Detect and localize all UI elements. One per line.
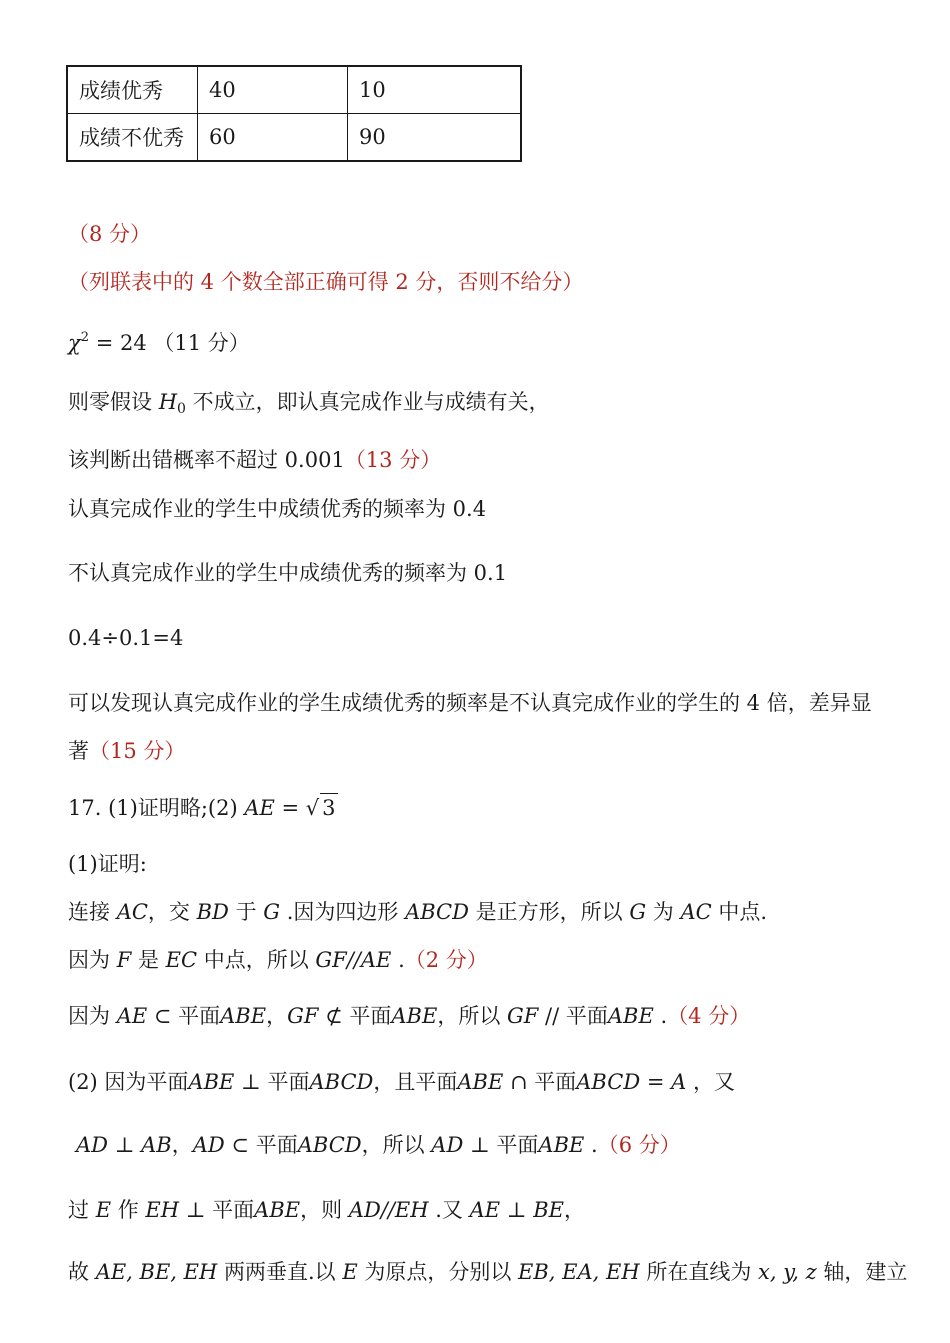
math-symbol: x, y, z — [758, 1260, 817, 1284]
math-symbol: AD — [192, 1133, 225, 1157]
math-symbol: EH — [145, 1198, 180, 1222]
text-segment: ⊂ 平面 — [224, 1133, 298, 1157]
math-symbol: AE — [469, 1198, 501, 1222]
math-symbol: ABCD — [309, 1070, 374, 1094]
chi-symbol: χ — [68, 331, 81, 355]
text-segment: 所在直线为 — [639, 1260, 758, 1284]
text-segment: 两两垂直.以 — [217, 1260, 343, 1284]
text-segment: ⊂ 平面 — [147, 1004, 221, 1028]
math-symbol: ABE — [607, 1004, 654, 1028]
math-symbol: ABE — [538, 1133, 585, 1157]
problem-17-header — [68, 793, 338, 822]
exponent: 2 — [80, 330, 90, 345]
math-symbol: ABE — [220, 1004, 267, 1028]
proof-line-1 — [68, 898, 767, 926]
ratio-line: 0.4÷0.1=4 — [68, 626, 184, 650]
text-segment: ，所以 — [437, 1004, 508, 1028]
math-symbol: ABCD — [405, 900, 469, 924]
text-segment: ，又 — [686, 1070, 735, 1094]
proof-line-3 — [68, 1002, 750, 1030]
score-label: （15 分） — [89, 739, 186, 763]
table-cell: 成绩优秀 — [67, 66, 198, 114]
conclusion-end-line — [68, 737, 185, 765]
text-segment: 著 — [68, 739, 89, 763]
chi-square-line — [68, 324, 250, 357]
contingency-table — [66, 65, 522, 162]
chi-value: = 24 — [89, 331, 147, 355]
text-segment: 是 — [131, 948, 166, 972]
proof-line-6 — [68, 1196, 585, 1224]
math-symbol: H — [158, 390, 178, 414]
proof-line-4 — [68, 1068, 735, 1096]
conclusion-line: 可以发现认真完成作业的学生成绩优秀的频率是不认真完成作业的学生的 4 倍，差异显 — [68, 691, 872, 715]
math-symbol: BD — [196, 900, 229, 924]
text-segment: (2) 因为平面 — [68, 1070, 189, 1094]
math-symbol: E — [95, 1198, 112, 1222]
math-symbol: EC — [165, 948, 198, 972]
text-segment: ⊥ 平面 — [179, 1198, 255, 1222]
math-symbol: AD — [431, 1133, 464, 1157]
text-segment: ， — [563, 1198, 585, 1222]
table-cell: 90 — [348, 114, 522, 162]
math-symbol: A — [671, 1070, 687, 1094]
score-note: （8 分） — [68, 222, 152, 246]
math-symbol: AE — [244, 796, 275, 820]
math-symbol: AC — [680, 900, 712, 924]
text-segment: ∩ 平面 — [503, 1070, 577, 1094]
math-symbol: GF//AE — [315, 948, 392, 972]
math-symbol: G — [263, 900, 281, 924]
table-row — [67, 66, 521, 114]
error-prob-line — [68, 446, 441, 474]
text-segment: 17. (1)证明略;(2) — [68, 796, 245, 820]
table-cell: 成绩不优秀 — [67, 114, 198, 162]
text-segment: . — [653, 1004, 668, 1028]
text-segment: ，交 — [147, 900, 197, 924]
math-symbol: ABE — [188, 1070, 235, 1094]
sqrt-radicand: 3 — [320, 793, 337, 822]
text-segment: 作 — [111, 1198, 146, 1222]
text-segment: ⊥ 平面 — [463, 1133, 539, 1157]
math-symbol: BE — [533, 1198, 564, 1222]
table-row — [67, 114, 521, 162]
score-label: （11 分） — [153, 331, 250, 355]
table-cell: 40 — [198, 66, 348, 114]
math-symbol: ABCD — [576, 1070, 641, 1094]
text-segment: ，则 — [300, 1198, 349, 1222]
text-segment: 因为 — [68, 1004, 117, 1028]
freq-line-2: 不认真完成作业的学生中成绩优秀的频率为 0.1 — [68, 561, 508, 585]
text-segment: 因为 — [68, 948, 117, 972]
text-segment: .因为四边形 — [280, 900, 406, 924]
freq-line-1: 认真完成作业的学生中成绩优秀的频率为 0.4 — [68, 497, 487, 521]
math-symbol: AE, BE, EH — [95, 1260, 218, 1284]
math-symbol: ABE — [457, 1070, 504, 1094]
math-symbol: G — [629, 900, 647, 924]
text-segment: 于 — [228, 900, 264, 924]
math-symbol: AB — [141, 1133, 172, 1157]
text-segment: ， — [266, 1004, 288, 1028]
proof-line-7 — [68, 1258, 907, 1286]
text-segment: 不成立，即认真完成作业与成绩有关， — [185, 390, 550, 414]
text-segment: 连接 — [68, 900, 117, 924]
text-segment: ⊥ — [108, 1133, 142, 1157]
score-label: （6 分） — [597, 1133, 681, 1157]
text-segment: 轴，建立 — [816, 1260, 908, 1284]
subscript: 0 — [177, 401, 186, 417]
text-segment: // 平面 — [538, 1004, 608, 1028]
math-symbol: F — [116, 948, 132, 972]
score-label: （13 分） — [344, 448, 442, 472]
text-segment: . — [584, 1133, 598, 1157]
math-symbol: ABE — [254, 1198, 301, 1222]
text-segment: = — [640, 1070, 672, 1094]
text-segment: ，所以 — [361, 1133, 432, 1157]
text-segment: = √ — [274, 796, 320, 820]
text-segment: ， — [171, 1133, 193, 1157]
proof-line-5 — [76, 1131, 681, 1159]
text-segment: ⊄ 平面 — [318, 1004, 392, 1028]
math-symbol: AD//EH — [348, 1198, 429, 1222]
text-segment: ⊥ — [500, 1198, 534, 1222]
grading-note: （列联表中的 4 个数全部正确可得 2 分，否则不给分） — [68, 270, 584, 294]
text-segment: .又 — [428, 1198, 470, 1222]
text-segment: 则零假设 — [68, 390, 159, 414]
score-label: （4 分） — [667, 1004, 751, 1028]
math-symbol: EB, EA, EH — [518, 1260, 640, 1284]
math-symbol: AC — [116, 900, 148, 924]
text-segment: . — [391, 948, 405, 972]
proof-line-2 — [68, 946, 488, 974]
math-symbol: ABE — [391, 1004, 438, 1028]
text-segment: 中点，所以 — [197, 948, 316, 972]
proof-header: (1)证明: — [68, 852, 147, 876]
hypothesis-line — [68, 388, 550, 423]
math-symbol: AE — [116, 1004, 148, 1028]
table-cell: 10 — [348, 66, 522, 114]
math-symbol: AD — [76, 1133, 109, 1157]
text-segment: 中点. — [711, 900, 768, 924]
table-cell: 60 — [198, 114, 348, 162]
text-segment: 为 — [646, 900, 681, 924]
text-segment: ⊥ 平面 — [234, 1070, 310, 1094]
text-segment: ，且平面 — [373, 1070, 458, 1094]
math-symbol: GF — [507, 1004, 539, 1028]
math-symbol: ABCD — [297, 1133, 362, 1157]
math-symbol: E — [342, 1260, 358, 1284]
text-segment: 为原点，分别以 — [357, 1260, 519, 1284]
text-segment: 该判断出错概率不超过 0.001 — [68, 448, 345, 472]
text-segment: 是正方形，所以 — [468, 900, 630, 924]
text-segment: 过 — [68, 1198, 96, 1222]
score-label: （2 分） — [404, 948, 488, 972]
math-symbol: GF — [287, 1004, 319, 1028]
text-segment: 故 — [68, 1260, 96, 1284]
